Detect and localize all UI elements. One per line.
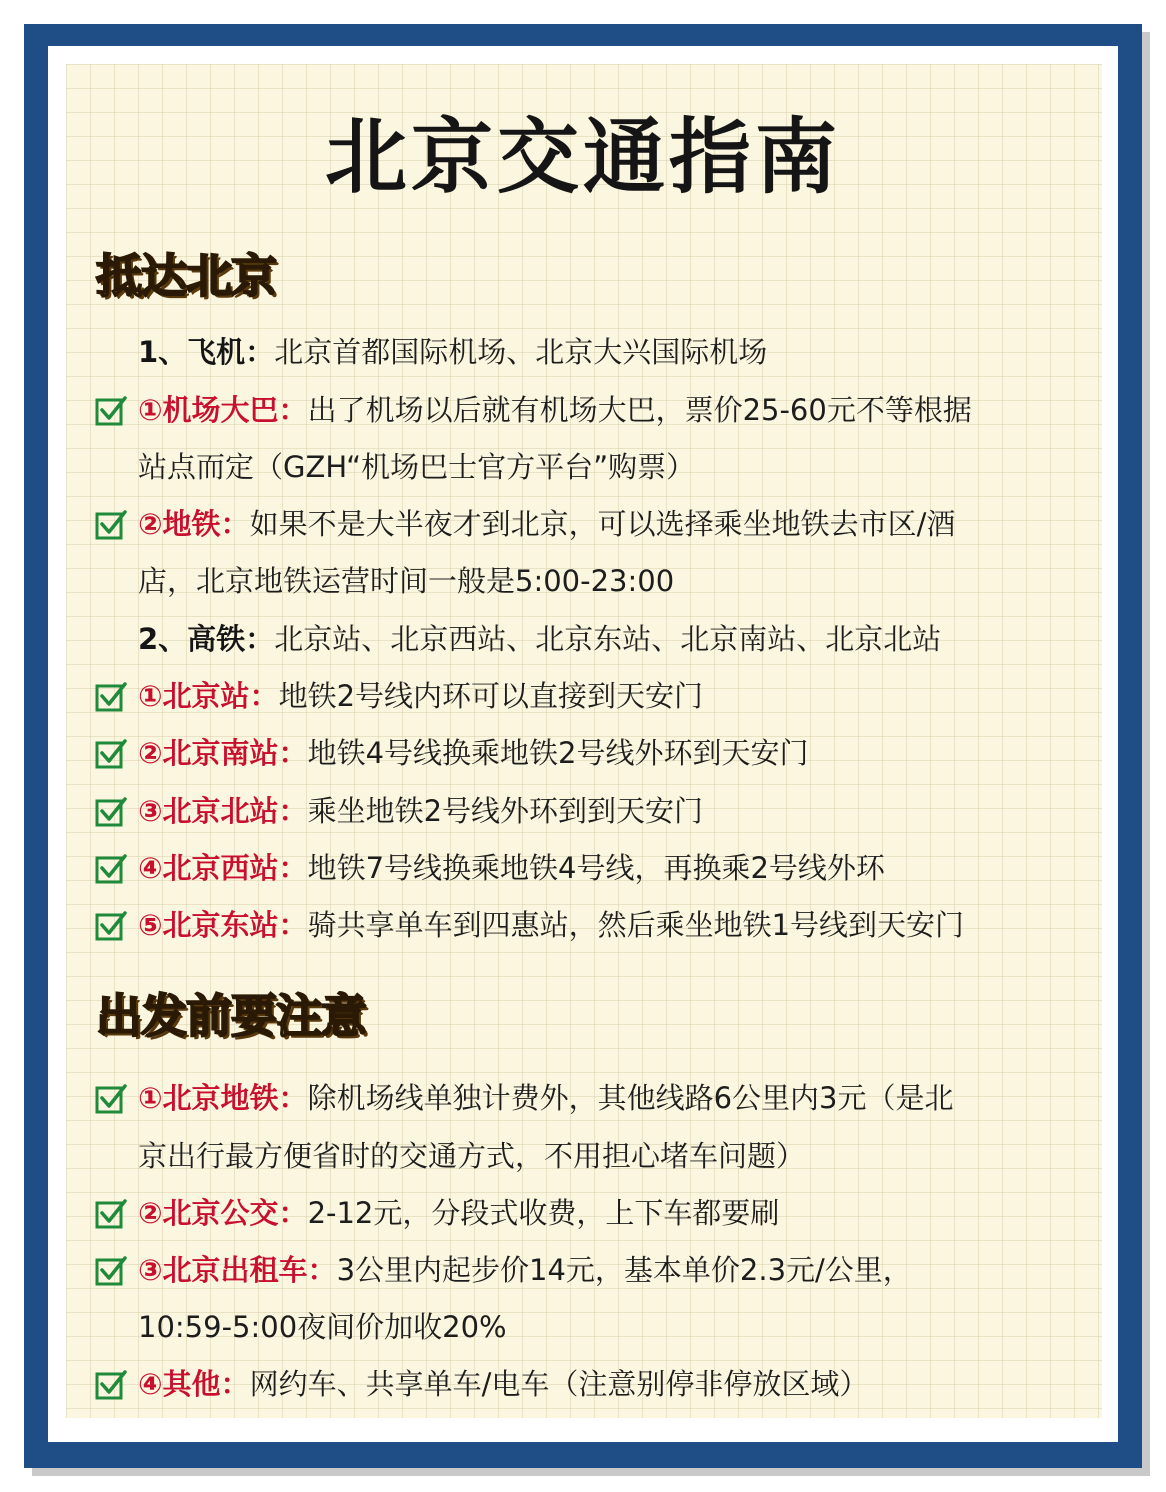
guide-check-line [138, 848, 885, 888]
item-label: ④北京西站： [138, 851, 308, 885]
checkbox-checked-icon [95, 680, 127, 712]
item-label: ④其他： [138, 1367, 250, 1401]
guide-check-line [138, 1078, 953, 1118]
item-label: 1、飞机： [138, 335, 275, 369]
checkbox-checked-icon [95, 795, 127, 827]
item-text: 店，北京地铁运营时间一般是5:00-23:00 [138, 564, 675, 598]
checkbox-checked-icon [95, 1368, 127, 1400]
checkbox-checked-icon [95, 1082, 127, 1114]
item-text: 除机场线单独计费外，其他线路6公里内3元（是北 [307, 1081, 954, 1115]
item-label: ①北京地铁： [138, 1081, 308, 1115]
checkbox-checked-icon [95, 1197, 127, 1229]
section-heading: 出发前要注意 [96, 989, 366, 1043]
item-label: 2、高铁： [138, 622, 275, 656]
guide-check-line [138, 905, 964, 945]
item-label: ⑤北京东站： [138, 908, 308, 942]
item-label: ③北京出租车： [138, 1253, 337, 1287]
guide-check-line [138, 1250, 912, 1290]
checkbox-checked-icon [95, 737, 127, 769]
checkbox-checked-icon [95, 508, 127, 540]
item-text: 骑共享单车到四惠站，然后乘坐地铁1号线到天安门 [307, 908, 965, 942]
guide-line-continued [138, 447, 695, 487]
item-text: 站点而定（GZH“机场巴士官方平台”购票） [138, 450, 696, 484]
item-label: ①机场大巴： [138, 393, 308, 427]
item-text: 北京站、北京西站、北京东站、北京南站、北京北站 [274, 622, 942, 656]
item-text: 北京首都国际机场、北京大兴国际机场 [274, 335, 768, 369]
item-label: ②地铁： [138, 507, 250, 541]
item-text: 出了机场以后就有机场大巴，票价25-60元不等根据 [307, 393, 972, 427]
item-label: ①北京站： [138, 679, 279, 713]
checkbox-checked-icon [95, 394, 127, 426]
item-text: 地铁4号线换乘地铁2号线外环到天安门 [307, 736, 809, 770]
page-title: 北京交通指南 [324, 110, 841, 205]
guide-check-line [138, 1364, 868, 1404]
item-label: ②北京南站： [138, 736, 308, 770]
guide-line-continued [138, 1307, 507, 1347]
item-text: 京出行最方便省时的交通方式，不用担心堵车问题） [138, 1139, 806, 1173]
checkbox-checked-icon [95, 852, 127, 884]
checkbox-checked-icon [95, 909, 127, 941]
checkbox-checked-icon [95, 1254, 127, 1286]
guide-line-continued [138, 561, 674, 601]
item-text: 乘坐地铁2号线外环到到天安门 [307, 794, 704, 828]
item-label: ②北京公交： [138, 1196, 308, 1230]
guide-check-line [138, 390, 972, 430]
guide-check-line [138, 791, 703, 831]
item-text: 网约车、共享单车/电车（注意别停非停放区域） [249, 1367, 869, 1401]
guide-subheading-line [138, 332, 767, 372]
item-text: 如果不是大半夜才到北京，可以选择乘坐地铁去市区/酒 [249, 507, 956, 541]
guide-check-line [138, 676, 703, 716]
guide-check-line [138, 504, 955, 544]
guide-check-line [138, 733, 808, 773]
guide-line-continued [138, 1136, 805, 1176]
guide-check-line [138, 1193, 779, 1233]
section-heading: 抵达北京 [96, 249, 276, 303]
item-text: 地铁2号线内环可以直接到天安门 [278, 679, 704, 713]
item-text: 2-12元，分段式收费，上下车都要刷 [307, 1196, 780, 1230]
item-text: 10:59-5:00夜间价加收20% [138, 1310, 507, 1344]
item-text: 3公里内起步价14元，基本单价2.3元/公里， [336, 1253, 912, 1287]
guide-subheading-line [138, 619, 941, 659]
item-text: 地铁7号线换乘地铁4号线，再换乘2号线外环 [307, 851, 885, 885]
item-label: ③北京北站： [138, 794, 308, 828]
